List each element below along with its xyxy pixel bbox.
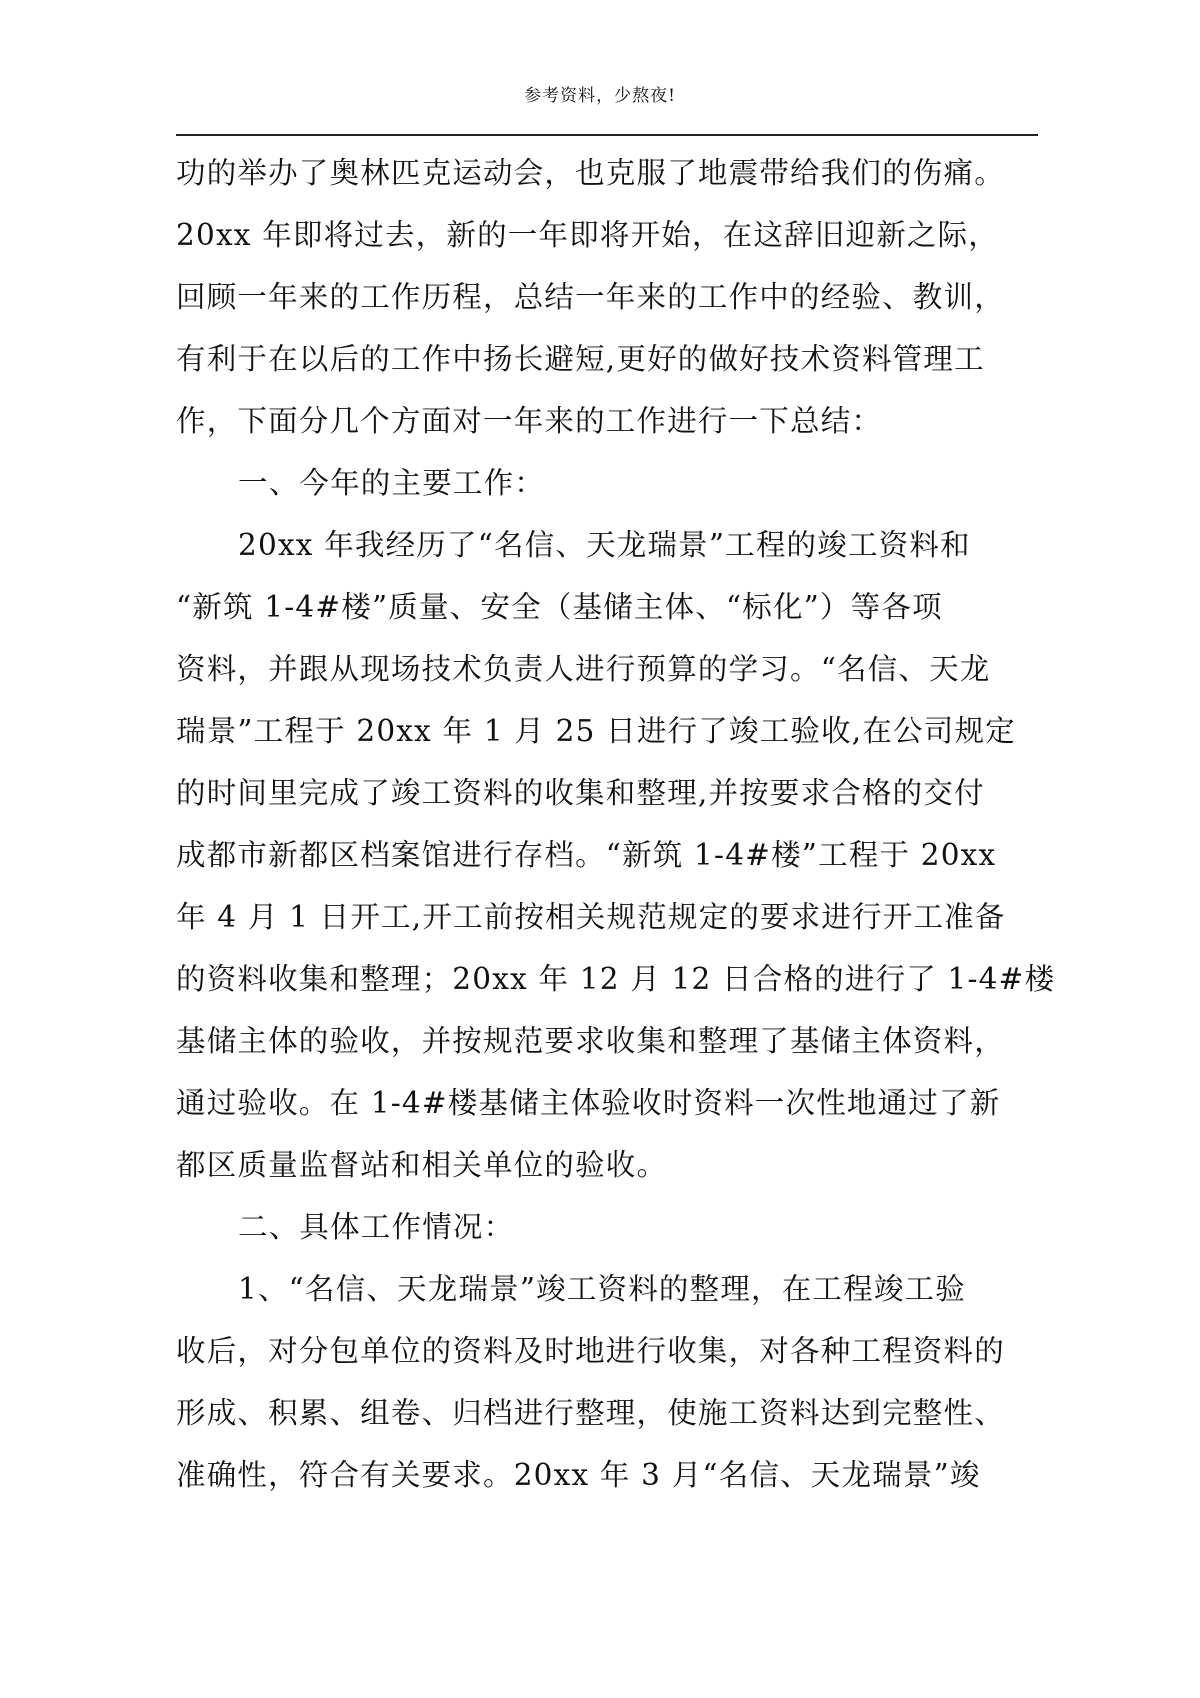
paragraph-line: 成都市新都区档案馆进行存档。“新筑 1-4#楼”工程于 20xx: [176, 838, 997, 872]
paragraph-line: 功的举办了奥林匹克运动会，也克服了地震带给我们的伤痛。: [176, 156, 1005, 190]
paragraph-line: 的资料收集和整理；20xx 年 12 月 12 日合格的进行了 1-4#楼: [176, 962, 1056, 996]
paragraph-line: “新筑 1-4#楼”质量、安全（基储主体、“标化”）等各项: [176, 590, 943, 624]
paragraph-line: 20xx 年即将过去，新的一年即将开始，在这辞旧迎新之际，: [176, 218, 999, 252]
paragraph-line: 收后，对分包单位的资料及时地进行收集，对各种工程资料的: [176, 1334, 1005, 1368]
paragraph-line: 形成、积累、组卷、归档进行整理，使施工资料达到完整性、: [176, 1396, 1005, 1430]
paragraph-line: 资料，并跟从现场技术负责人进行预算的学习。“名信、天龙: [176, 652, 991, 686]
paragraph-line: 基储主体的验收，并按规范要求收集和整理了基储主体资料，: [176, 1024, 1005, 1058]
paragraph-line: 年 4 月 1 日开工,开工前按相关规范规定的要求进行开工准备: [176, 900, 1006, 934]
paragraph-line: 1、“名信、天龙瑞景”竣工资料的整理，在工程竣工验: [238, 1272, 966, 1306]
header-divider: [176, 134, 1038, 136]
paragraph-line: 回顾一年来的工作历程，总结一年来的工作中的经验、教训，: [176, 280, 1005, 314]
paragraph-line: 20xx 年我经历了“名信、天龙瑞景”工程的竣工资料和: [238, 528, 971, 562]
section-heading: 二、具体工作情况：: [238, 1210, 515, 1244]
paragraph-line: 通过验收。在 1-4#楼基储主体验收时资料一次性地通过了新: [176, 1086, 1001, 1120]
paragraph-line: 作，下面分几个方面对一年来的工作进行一下总结：: [176, 404, 883, 438]
section-heading: 一、今年的主要工作：: [238, 466, 546, 500]
paragraph-line: 都区质量监督站和相关单位的验收。: [176, 1148, 668, 1182]
paragraph-line: 有利于在以后的工作中扬长避短,更好的做好技术资料管理工: [176, 342, 985, 376]
page-header: 参考资料，少熬夜!: [524, 86, 676, 106]
paragraph-line: 的时间里完成了竣工资料的收集和整理,并按要求合格的交付: [176, 776, 985, 810]
paragraph-line: 准确性，符合有关要求。20xx 年 3 月“名信、天龙瑞景”竣: [176, 1458, 981, 1492]
paragraph-line: 瑞景”工程于 20xx 年 1 月 25 日进行了竣工验收,在公司规定: [176, 714, 1016, 748]
